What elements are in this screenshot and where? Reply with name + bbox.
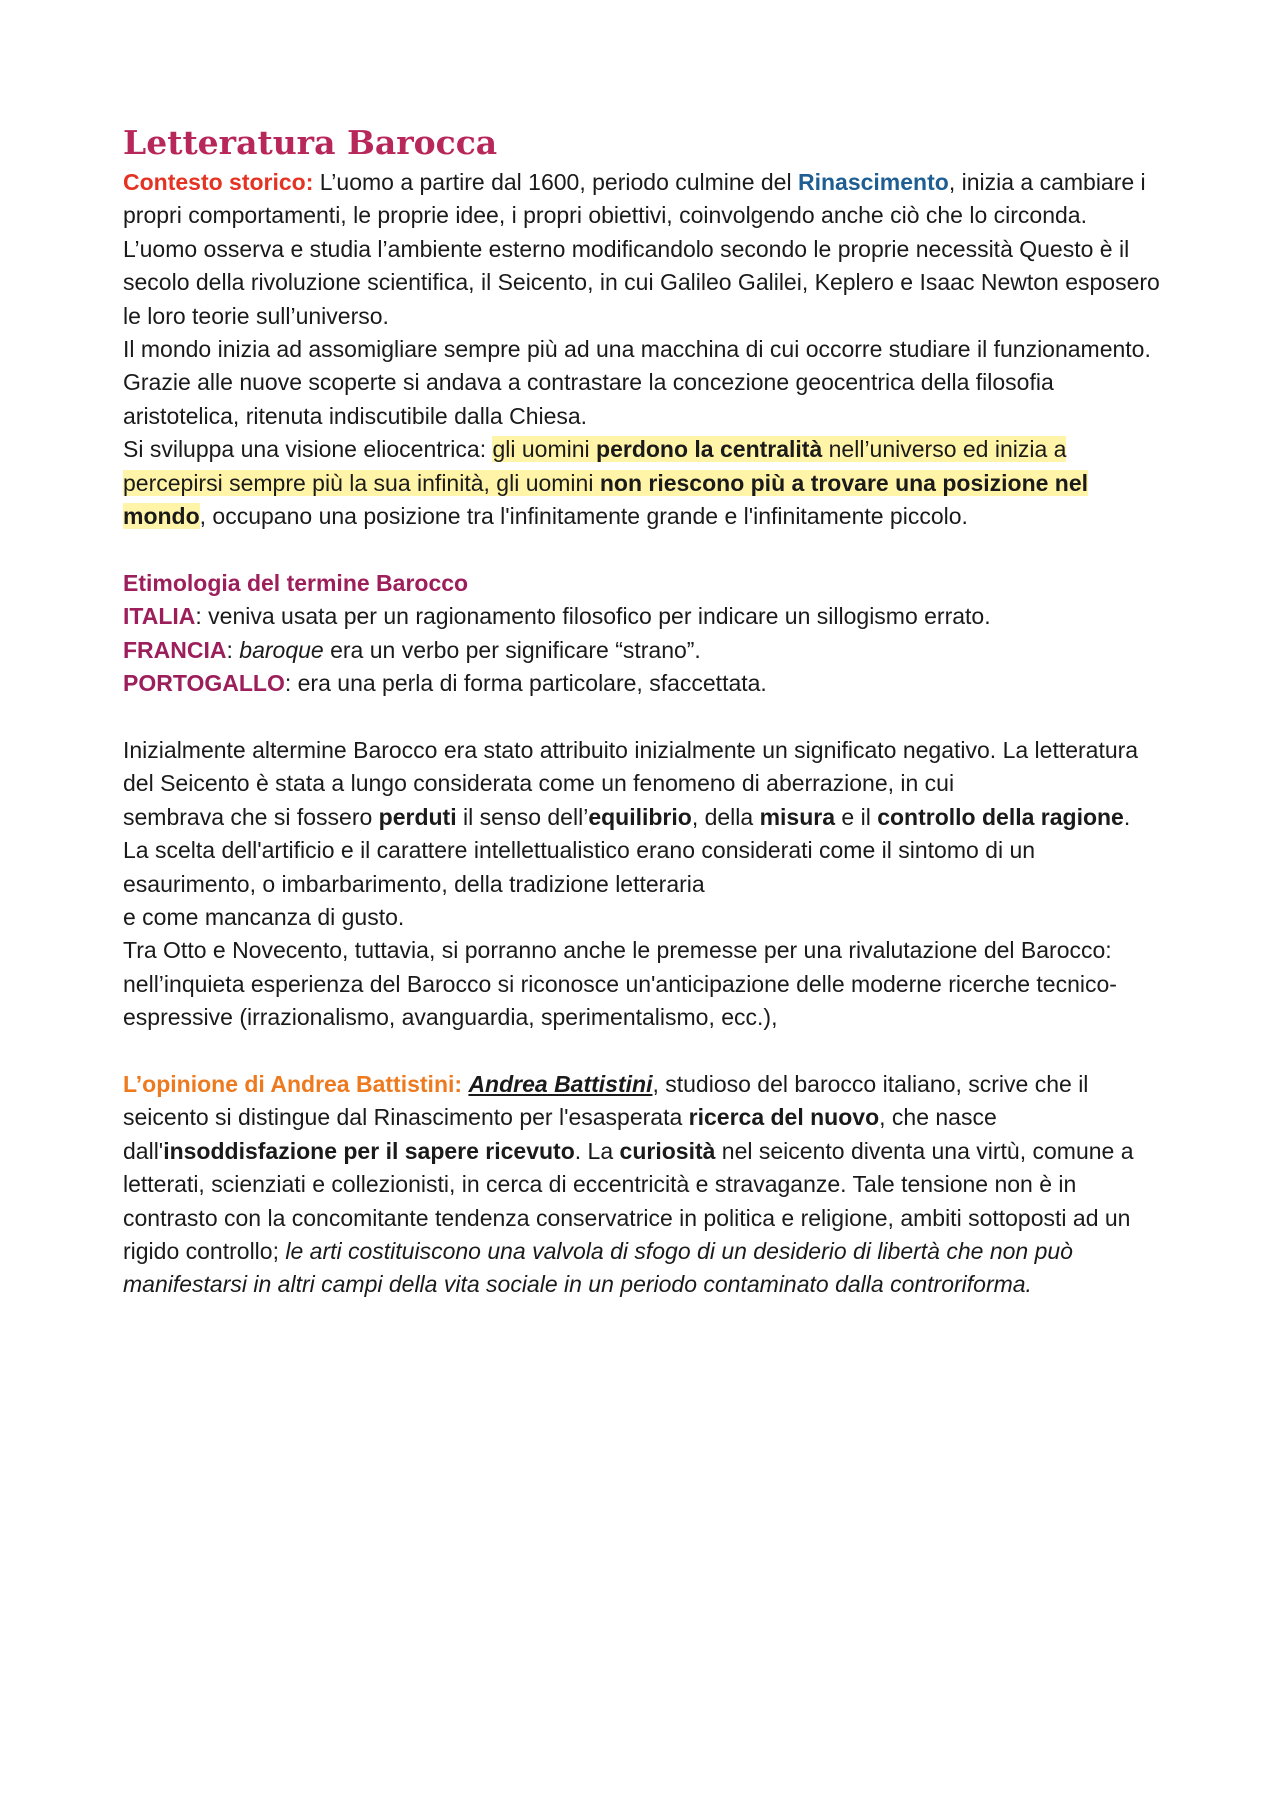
text-run: , inizia a cambiare i propri comportamenti, le proprie idee, i propri obiettivi, coinvolgendo anche ciò che lo circonda. bbox=[123, 169, 1146, 229]
paragraph-heliocentric bbox=[123, 433, 1160, 533]
text-run: Si sviluppa una visione eliocentrica: bbox=[123, 436, 493, 463]
paragraph-machine: Il mondo inizia ad assomigliare sempre più ad una macchina di cui occorre studiare il funzionamento. bbox=[123, 336, 1151, 363]
text-run: . La bbox=[574, 1137, 620, 1164]
text-run: il senso dell’ bbox=[456, 803, 589, 830]
spacer bbox=[123, 700, 1160, 733]
bold-run: insoddisfazione per il sapere ricevuto bbox=[163, 1137, 575, 1164]
country-label: PORTOGALLO bbox=[123, 670, 285, 697]
bold-run: non riescono più a trovare una posizione nel mondo bbox=[123, 469, 1089, 530]
battistini-name: Andrea Battistini bbox=[468, 1070, 653, 1097]
text-run: e il bbox=[835, 803, 878, 830]
text-run: . La scelta dell'artificio e il carattere intellettualistico erano considerati come il sintomo di un esaurimento, o imbarbarimento, della tradizione letteraria bbox=[123, 803, 1131, 897]
paragraph-revaluation: Tra Otto e Novecento, tuttavia, si porranno anche le premesse per una rivalutazione del Barocco: nell’inquieta esperienza del Barocco si riconosce un'anticipazione delle moderne ricerche tecnico-espressive (irrazionalismo, avanguardia, sperimentalismo, ecc.), bbox=[123, 937, 1117, 1031]
paragraph-lost-balance bbox=[123, 801, 1160, 901]
paragraph-environment: L’uomo osserva e studia l’ambiente esterno modificandolo secondo le proprie necessità Questo è il secolo della rivoluzione scientifica, il Seicento, in cui Galileo Galilei, Keplero e Isaac Newton esposero le loro teorie sull’universo. bbox=[123, 235, 1160, 329]
text-run: sembrava che si fossero bbox=[123, 803, 379, 830]
bold-run: misura bbox=[759, 803, 836, 830]
etymology-francia bbox=[123, 634, 1160, 667]
etymology-italia bbox=[123, 600, 1160, 633]
bold-run: perduti bbox=[378, 803, 457, 830]
text-run: , della bbox=[691, 803, 760, 830]
etymology-heading: Etimologia del termine Barocco bbox=[123, 569, 469, 596]
text-run: L’uomo a partire dal 1600, periodo culmine del bbox=[313, 169, 798, 195]
text-run: : veniva usata per un ragionamento filosofico per indicare un sillogismo errato. bbox=[195, 603, 991, 630]
country-label: FRANCIA bbox=[123, 636, 227, 663]
spacer bbox=[123, 533, 1160, 566]
italic-run: le arti costituiscono una valvola di sfogo di un desiderio di libertà che non può manifestarsi in altri campi della vita sociale in un periodo contaminato dalla controriforma. bbox=[123, 1237, 1073, 1298]
text-run: nell’universo ed inizia a percepirsi sempre più la sua infinità, gli uomini bbox=[123, 436, 1067, 496]
battistini-label: L’opinione di Andrea Battistini: bbox=[123, 1070, 463, 1097]
bold-run: curiosità bbox=[619, 1137, 716, 1164]
text-run: , che nasce dall' bbox=[123, 1104, 997, 1164]
bold-run: ricerca del nuovo bbox=[688, 1104, 880, 1131]
rinascimento-term: Rinascimento bbox=[797, 169, 949, 195]
etymology-portogallo bbox=[123, 667, 1160, 700]
paragraph-geocentric: Grazie alle nuove scoperte si andava a contrastare la concezione geocentrica della filosofia aristotelica, ritenuta indiscutibile dalla Chiesa. bbox=[123, 369, 1054, 429]
italic-run: baroque bbox=[239, 636, 324, 663]
text-run: , occupano una posizione tra l'infinitamente grande e l'infinitamente piccolo. bbox=[199, 503, 968, 530]
historical-context-paragraph bbox=[123, 166, 1160, 233]
bold-run: controllo della ragione bbox=[877, 803, 1124, 830]
bold-run: perdono la centralità bbox=[596, 436, 823, 463]
text-run: gli uomini bbox=[492, 436, 597, 463]
paragraph-taste: e come mancanza di gusto. bbox=[123, 903, 405, 930]
battistini-paragraph bbox=[123, 1068, 1160, 1302]
country-label: ITALIA bbox=[123, 603, 196, 630]
text-run: , studioso del barocco italiano, scrive che il seicento si distingue dal Rinascimento per l'esasperata bbox=[123, 1070, 1089, 1131]
bold-run: equilibrio bbox=[588, 803, 692, 830]
text-run: era un verbo per significare “strano”. bbox=[323, 636, 701, 663]
text-run: : bbox=[226, 636, 240, 663]
spacer bbox=[123, 1035, 1160, 1068]
paragraph-negative-meaning: Inizialmente altermine Barocco era stato attribuito inizialmente un significato negativo. La letteratura del Seicento è stata a lungo considerata come un fenomeno di aberrazione, in cui bbox=[123, 736, 1139, 797]
text-run: nel seicento diventa una virtù, comune a letterati, scienziati e collezionisti, in cerca di eccentricità e stravaganze. Tale tensione non è in contrasto con la concomitante tendenza conservatrice in politica e religione, ambiti sottoposti ad un rigido controllo; bbox=[123, 1137, 1134, 1264]
text-run: : era una perla di forma particolare, sfaccettata. bbox=[284, 670, 767, 697]
page-title: Letteratura Barocca bbox=[123, 123, 498, 162]
historical-context-label: Contesto storico: bbox=[123, 169, 314, 195]
